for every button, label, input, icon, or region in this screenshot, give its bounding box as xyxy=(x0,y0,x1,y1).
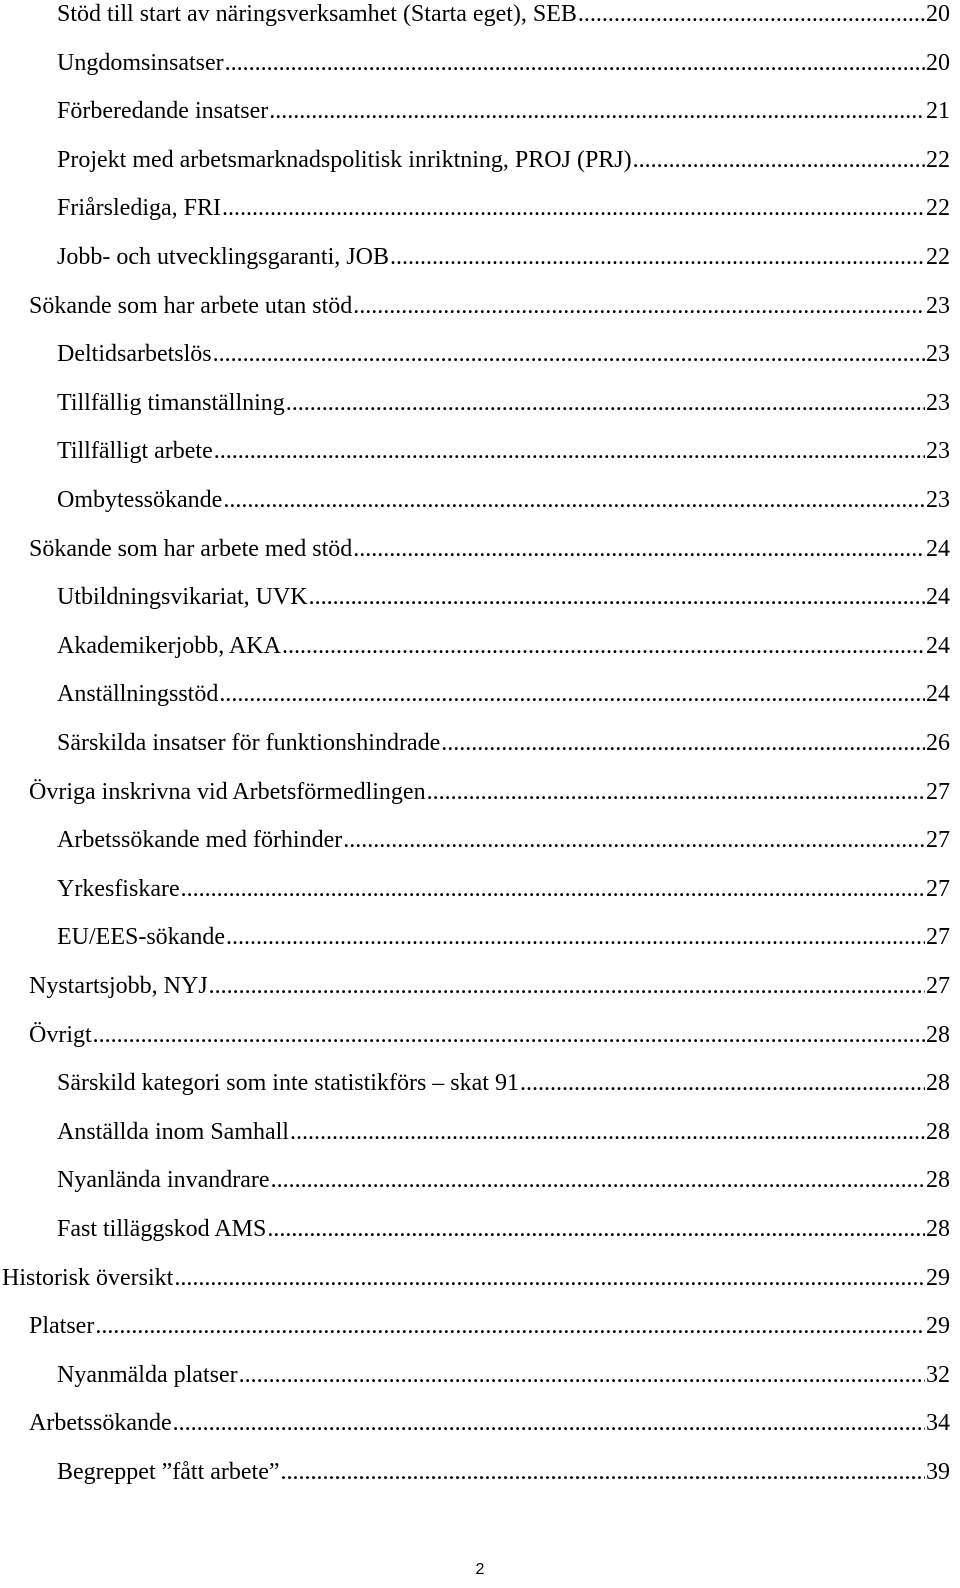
toc-entry[interactable] xyxy=(57,582,950,612)
toc-entry[interactable] xyxy=(29,291,950,321)
toc-entry[interactable] xyxy=(57,1457,950,1487)
toc-entry-label: Övrigt xyxy=(29,1021,92,1048)
toc-entry-label: Nyanlända invandrare xyxy=(57,1167,270,1194)
dot-leader xyxy=(390,242,925,272)
dot-leader xyxy=(222,193,925,223)
toc-entry[interactable] xyxy=(57,1068,950,1098)
toc-entry-label: Arbetssökande med förhinder xyxy=(57,827,343,854)
toc-entry-page-number: 27 xyxy=(926,973,950,999)
toc-entry[interactable] xyxy=(57,1165,950,1195)
toc-entry-page-number: 24 xyxy=(926,632,950,659)
toc-entry-label: Historisk översikt xyxy=(2,1264,174,1291)
toc-entry-page-number: 39 xyxy=(926,1459,950,1485)
toc-entry[interactable] xyxy=(57,1214,950,1244)
dot-leader xyxy=(633,145,925,175)
toc-entry-label: Övriga inskrivna vid Arbetsförmedlingen xyxy=(29,778,426,805)
dot-leader xyxy=(95,1311,925,1341)
toc-entry-label: Utbildningsvikariat, UVK xyxy=(57,584,308,611)
dot-leader xyxy=(214,436,925,466)
toc-entry-page-number: 29 xyxy=(926,1264,950,1291)
dot-leader xyxy=(225,48,925,78)
toc-entry[interactable] xyxy=(57,728,950,758)
dot-leader xyxy=(219,679,925,709)
dot-leader xyxy=(174,1263,925,1293)
toc-entry[interactable] xyxy=(57,145,950,175)
toc-entry-page-number: 28 xyxy=(926,1070,950,1097)
dot-leader xyxy=(181,874,925,904)
dot-leader xyxy=(286,388,925,418)
dot-leader xyxy=(93,1020,925,1050)
toc-entry[interactable] xyxy=(57,874,950,904)
toc-entry[interactable] xyxy=(29,1020,950,1050)
toc-entry-label: Ombytessökande xyxy=(57,487,223,513)
toc-entry-page-number: 27 xyxy=(926,778,950,805)
toc-entry-label: Fast tilläggskod AMS xyxy=(57,1216,267,1242)
dot-leader xyxy=(309,582,925,612)
dot-leader xyxy=(213,339,925,369)
dot-leader xyxy=(223,485,925,515)
toc-entry-label: Jobb- och utvecklingsgaranti, JOB xyxy=(57,244,389,270)
dot-leader xyxy=(578,0,925,29)
toc-entry-label: Sökande som har arbete med stöd xyxy=(29,535,353,562)
toc-entry[interactable] xyxy=(29,534,950,564)
toc-entry-label: Akademikerjobb, AKA xyxy=(57,632,281,659)
toc-entry[interactable] xyxy=(57,339,950,369)
dot-leader xyxy=(209,971,925,1001)
toc-entry[interactable] xyxy=(57,0,950,29)
toc-entry[interactable] xyxy=(57,631,950,661)
toc-entry-label: EU/EES-sökande xyxy=(57,924,225,951)
dot-leader xyxy=(173,1408,925,1438)
toc-entry[interactable] xyxy=(57,48,950,78)
toc-entry-label: Begreppet ”fått arbete” xyxy=(57,1459,280,1485)
toc-entry-page-number: 23 xyxy=(926,487,950,513)
toc-entry-label: Särskild kategori som inte statistikförs – skat 91 xyxy=(57,1070,519,1097)
toc-entry[interactable] xyxy=(57,1117,950,1147)
toc-entry[interactable] xyxy=(57,922,950,952)
toc-entry-label: Anställda inom Samhall xyxy=(57,1118,289,1145)
dot-leader xyxy=(441,728,925,758)
toc-entry-page-number: 21 xyxy=(926,98,950,125)
toc-entry-page-number: 22 xyxy=(926,244,950,270)
toc-entry-page-number: 26 xyxy=(926,730,950,756)
toc-entry-page-number: 28 xyxy=(926,1216,950,1242)
dot-leader xyxy=(239,1360,925,1390)
toc-entry-label: Anställningsstöd xyxy=(57,681,219,708)
toc-entry-page-number: 34 xyxy=(926,1410,950,1437)
toc-entry-label: Projekt med arbetsmarknadspolitisk inriktning, PROJ (PRJ) xyxy=(57,146,632,173)
toc-entry-page-number: 23 xyxy=(926,341,950,368)
dot-leader xyxy=(353,291,925,321)
toc-entry-page-number: 32 xyxy=(926,1361,950,1388)
toc-entry-page-number: 24 xyxy=(926,681,950,708)
toc-entry[interactable] xyxy=(57,679,950,709)
dot-leader xyxy=(271,1165,925,1195)
toc-entry-page-number: 20 xyxy=(926,49,950,76)
dot-leader xyxy=(269,96,925,126)
toc-entry-label: Stöd till start av näringsverksamhet (Starta eget), SEB xyxy=(57,1,577,27)
toc-entry-label: Tillfälligt arbete xyxy=(57,438,213,465)
toc-entry-page-number: 28 xyxy=(926,1021,950,1048)
toc-entry-page-number: 28 xyxy=(926,1118,950,1145)
toc-entry-page-number: 24 xyxy=(926,584,950,611)
toc-entry-page-number: 27 xyxy=(926,827,950,854)
page-number: 2 xyxy=(475,1561,485,1578)
toc-entry[interactable] xyxy=(29,1408,950,1438)
toc-entry-page-number: 23 xyxy=(926,292,950,319)
toc-entry-label: Friårslediga, FRI xyxy=(57,195,221,222)
toc-entry-page-number: 22 xyxy=(926,146,950,173)
toc-entry[interactable] xyxy=(29,1311,950,1341)
dot-leader xyxy=(267,1214,925,1244)
toc-entry[interactable] xyxy=(57,388,950,418)
toc-entry[interactable] xyxy=(57,485,950,515)
dot-leader xyxy=(226,922,925,952)
toc-entry-page-number: 28 xyxy=(926,1167,950,1194)
toc-entry-label: Nyanmälda platser xyxy=(57,1361,238,1388)
dot-leader xyxy=(281,1457,925,1487)
toc-entry[interactable] xyxy=(57,436,950,466)
toc-entry-page-number: 27 xyxy=(926,924,950,951)
dot-leader xyxy=(282,631,925,661)
dot-leader xyxy=(290,1117,925,1147)
toc-entry[interactable] xyxy=(57,96,950,126)
toc-entry-page-number: 23 xyxy=(926,438,950,465)
toc-entry[interactable] xyxy=(57,242,950,272)
toc-entry-label: Yrkesfiskare xyxy=(57,875,180,902)
toc-entry-label: Ungdomsinsatser xyxy=(57,49,224,76)
toc-entry[interactable] xyxy=(57,825,950,855)
toc-entry-label: Platser xyxy=(29,1313,95,1340)
toc-entry-label: Särskilda insatser för funktionshindrade xyxy=(57,730,441,756)
toc-entry-label: Förberedande insatser xyxy=(57,98,269,125)
dot-leader xyxy=(343,825,925,855)
toc-entry-page-number: 27 xyxy=(926,875,950,902)
dot-leader xyxy=(520,1068,925,1098)
toc-entry[interactable] xyxy=(57,193,950,223)
toc-entry-label: Nystartsjobb, NYJ xyxy=(29,973,208,999)
toc-entry-page-number: 24 xyxy=(926,535,950,562)
toc-entry[interactable] xyxy=(29,777,950,807)
toc-entry-page-number: 22 xyxy=(926,195,950,222)
toc-entry-page-number: 29 xyxy=(926,1313,950,1340)
toc-entry[interactable] xyxy=(2,1263,950,1293)
toc-entry[interactable] xyxy=(29,971,950,1001)
dot-leader xyxy=(427,777,925,807)
toc-entry-label: Tillfällig timanställning xyxy=(57,389,285,416)
toc-entry-label: Arbetssökande xyxy=(29,1410,172,1437)
toc-entry-label: Deltidsarbetslös xyxy=(57,341,212,368)
toc-entry-page-number: 23 xyxy=(926,389,950,416)
toc-entry-label: Sökande som har arbete utan stöd xyxy=(29,292,353,319)
toc-entry-page-number: 20 xyxy=(926,1,950,27)
dot-leader xyxy=(353,534,925,564)
toc-entry[interactable] xyxy=(57,1360,950,1390)
